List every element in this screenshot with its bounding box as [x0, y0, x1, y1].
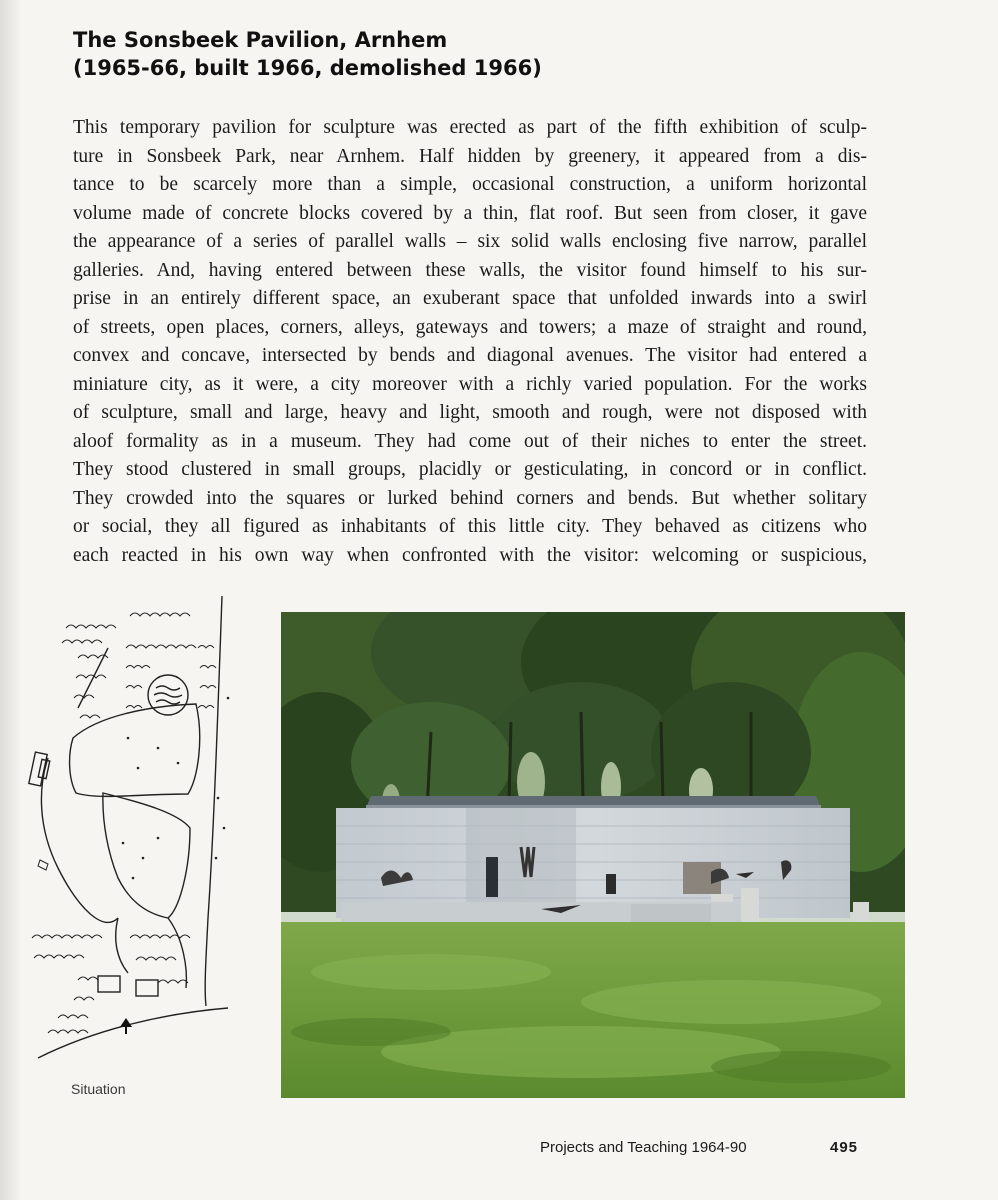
body-line: of streets, open places, corners, alleys, gateways and towers; a maze of straight and round, [73, 316, 867, 338]
body-line: This temporary pavilion for sculpture was erected as part of the fifth exhibition of sculp- [73, 117, 867, 138]
body-line: tance to be scarcely more than a simple, occasional construction, a uniform horizontal [73, 174, 867, 195]
body-line: convex and concave, intersected by bends and diagonal avenues. The visitor had entered a [73, 345, 867, 366]
plan-caption: Situation [71, 1081, 126, 1097]
north-arrow-icon [120, 1018, 132, 1027]
body-line: prise in an entirely different space, an exuberant space that unfolded inwards into a swirl [73, 288, 867, 309]
running-footer: Projects and Teaching 1964-90 [540, 1139, 747, 1156]
body-line: They crowded into the squares or lurked behind corners and bends. But whether solitary [73, 487, 867, 509]
pavilion-photograph [281, 612, 905, 1098]
body-line: each reacted in his own way when confronted with the visitor: welcoming or suspicious, [73, 544, 867, 566]
page-number: 495 [830, 1139, 859, 1156]
body-line: galleries. And, having entered between these walls, the visitor found himself to his sur- [73, 259, 867, 281]
body-line: aloof formality as in a museum. They had come out of their niches to enter the street. [73, 430, 867, 452]
body-line: miniature city, as it were, a city moreover with a richly varied population. For the works [73, 373, 867, 395]
body-line: ture in Sonsbeek Park, near Arnhem. Half hidden by greenery, it appeared from a dis- [73, 145, 867, 167]
article-heading [73, 26, 773, 82]
body-line: or social, they all figured as inhabitants of this little city. They behaved as citizens who [73, 516, 867, 537]
body-line: volume made of concrete blocks covered by a thin, flat roof. But seen from closer, it gave [73, 202, 867, 224]
heading-title: The Sonsbeek Pavilion, Arnhem [73, 28, 448, 52]
body-line: the appearance of a series of parallel walls – six solid walls enclosing five narrow, parallel [73, 231, 867, 252]
body-line: of sculpture, small and large, heavy and light, smooth and rough, were not disposed with [73, 402, 867, 423]
pavilion-photo-image [281, 612, 905, 1098]
body-paragraph [73, 114, 867, 570]
site-plan-drawing [18, 588, 238, 1078]
body-line: They stood clustered in small groups, placidly or gesticulating, in concord or in conflict. [73, 459, 867, 480]
heading-dates: (1965-66, built 1966, demolished 1966) [73, 56, 542, 80]
site-plan-figure [18, 588, 238, 1078]
